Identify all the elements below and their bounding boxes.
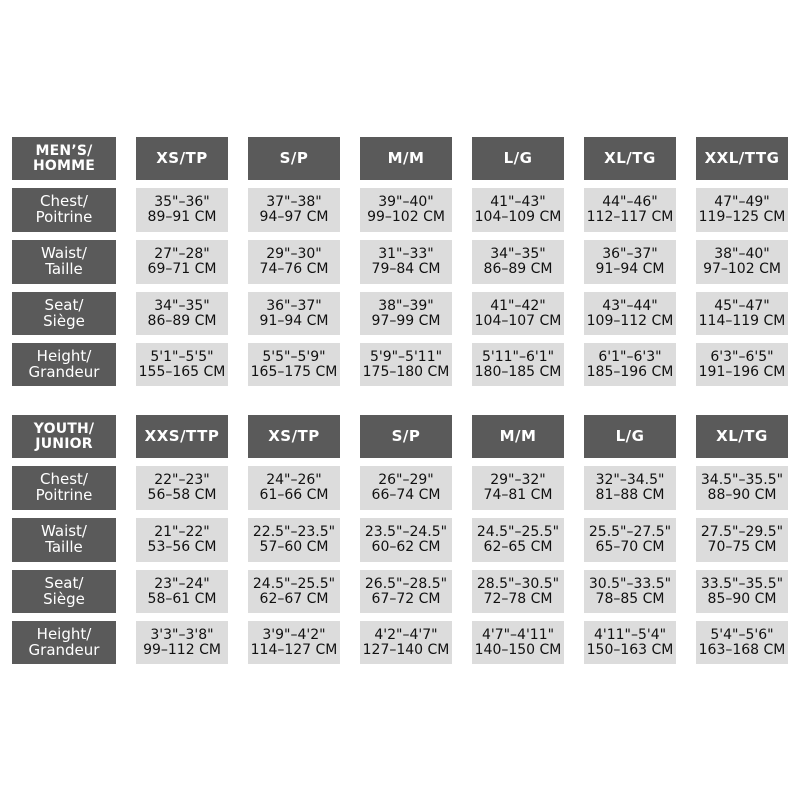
- metric-measurement: 85–90 CM: [707, 590, 777, 607]
- youth-chest-value-cell: [696, 466, 788, 510]
- men-row-label-waist-line-1: Waist/: [41, 244, 87, 263]
- metric-measurement: 67–72 CM: [371, 590, 441, 607]
- men-waist-value-cell: [360, 240, 452, 284]
- men-row-label-height: [12, 343, 116, 386]
- youth-row-label-chest-line-2: Poitrine: [35, 486, 93, 504]
- youth-row-label-height: [12, 621, 116, 664]
- men-row-label-seat: [12, 292, 116, 335]
- men-size-header-m: M/M: [360, 137, 452, 180]
- men-row-label-seat-line-2: Siège: [43, 311, 85, 330]
- men-height-value-cell: [696, 343, 788, 386]
- imperial-measurement: 3'9"–4'2": [262, 626, 326, 643]
- metric-measurement: 104–109 CM: [474, 209, 562, 225]
- youth-seat-value-cell: [584, 570, 676, 613]
- youth-row-label-waist: [12, 518, 116, 562]
- youth-height-value-cell: [136, 621, 228, 664]
- men-row-label-seat-line-1: Seat/: [44, 295, 84, 314]
- men-size-header-xxl: XXL/TTG: [696, 137, 788, 180]
- imperial-measurement: 29"–32": [490, 472, 546, 489]
- imperial-measurement: 5'5"–5'9": [262, 348, 326, 365]
- youth-row-label-height-line-1: Height/: [36, 624, 92, 643]
- youth-seat-value-cell: [248, 570, 340, 613]
- youth-size-header-xs: XS/TP: [248, 415, 340, 458]
- metric-measurement: 89–91 CM: [147, 209, 217, 225]
- men-row-label-height-line-2: Grandeur: [28, 362, 100, 381]
- metric-measurement: 74–81 CM: [483, 487, 553, 503]
- men-waist-value-cell: [136, 240, 228, 284]
- men-size-header-s: S/P: [248, 137, 340, 180]
- metric-measurement: 150–163 CM: [586, 641, 674, 658]
- imperial-measurement: 24"–26": [266, 472, 322, 489]
- imperial-measurement: 5'1"–5'5": [150, 348, 214, 365]
- youth-waist-value-cell: [584, 518, 676, 562]
- metric-measurement: 74–76 CM: [259, 261, 329, 277]
- youth-height-value-cell: [472, 621, 564, 664]
- metric-measurement: 109–112 CM: [586, 312, 674, 329]
- imperial-measurement: 22"–23": [154, 472, 210, 489]
- men-height-value-cell: [248, 343, 340, 386]
- metric-measurement: 61–66 CM: [259, 487, 329, 503]
- imperial-measurement: 4'11"–5'4": [593, 626, 667, 643]
- imperial-measurement: 45"–47": [714, 297, 770, 314]
- youth-chest-value-cell: [584, 466, 676, 510]
- imperial-measurement: 22.5"–23.5": [252, 524, 336, 541]
- youth-chest-value-cell: [136, 466, 228, 510]
- imperial-measurement: 23.5"–24.5": [364, 524, 448, 541]
- youth-row-label-waist-line-1: Waist/: [41, 522, 87, 541]
- metric-measurement: 62–65 CM: [483, 539, 553, 555]
- men-row-label-chest: [12, 188, 116, 232]
- metric-measurement: 66–74 CM: [371, 487, 441, 503]
- imperial-measurement: 24.5"–25.5": [476, 524, 560, 541]
- metric-measurement: 119–125 CM: [698, 209, 786, 225]
- men-size-header-xs: XS/TP: [136, 137, 228, 180]
- imperial-measurement: 3'3"–3'8": [150, 626, 214, 643]
- imperial-measurement: 6'3"–6'5": [710, 348, 774, 365]
- men-height-value-cell: [360, 343, 452, 386]
- youth-size-header-l: L/G: [584, 415, 676, 458]
- men-row-label-waist: [12, 240, 116, 284]
- youth-title-line-2: JUNIOR: [35, 435, 93, 452]
- imperial-measurement: 27"–28": [154, 246, 210, 263]
- youth-size-header-xl: XL/TG: [696, 415, 788, 458]
- youth-seat-value-cell: [360, 570, 452, 613]
- men-height-value-cell: [584, 343, 676, 386]
- youth-size-header-s: S/P: [360, 415, 452, 458]
- imperial-measurement: 5'9"–5'11": [369, 348, 443, 365]
- metric-measurement: 155–165 CM: [138, 363, 226, 380]
- men-size-header-l: L/G: [472, 137, 564, 180]
- metric-measurement: 78–85 CM: [595, 590, 665, 607]
- youth-height-value-cell: [248, 621, 340, 664]
- metric-measurement: 62–67 CM: [259, 590, 329, 607]
- youth-height-value-cell: [360, 621, 452, 664]
- men-seat-value-cell: [360, 292, 452, 335]
- men-chest-value-cell: [472, 188, 564, 232]
- imperial-measurement: 39"–40": [378, 194, 434, 211]
- youth-size-table: [12, 415, 788, 664]
- youth-height-value-cell: [584, 621, 676, 664]
- men-seat-value-cell: [696, 292, 788, 335]
- metric-measurement: 99–112 CM: [143, 641, 221, 658]
- imperial-measurement: 28.5"–30.5": [476, 575, 560, 592]
- metric-measurement: 65–70 CM: [595, 539, 665, 555]
- youth-chest-value-cell: [360, 466, 452, 510]
- metric-measurement: 72–78 CM: [483, 590, 553, 607]
- imperial-measurement: 30.5"–33.5": [588, 575, 672, 592]
- men-chest-value-cell: [584, 188, 676, 232]
- metric-measurement: 86–89 CM: [147, 312, 217, 329]
- imperial-measurement: 34"–35": [490, 246, 546, 263]
- imperial-measurement: 5'4"–5'6": [710, 626, 774, 643]
- imperial-measurement: 35"–36": [154, 194, 210, 211]
- imperial-measurement: 32"–34.5": [595, 472, 665, 489]
- youth-row-label-height-line-2: Grandeur: [28, 640, 100, 659]
- youth-seat-value-cell: [472, 570, 564, 613]
- imperial-measurement: 36"–37": [266, 297, 322, 314]
- men-size-header-xl: XL/TG: [584, 137, 676, 180]
- metric-measurement: 127–140 CM: [362, 641, 450, 658]
- metric-measurement: 163–168 CM: [698, 641, 786, 658]
- imperial-measurement: 21"–22": [154, 524, 210, 541]
- men-chest-value-cell: [248, 188, 340, 232]
- youth-waist-value-cell: [472, 518, 564, 562]
- imperial-measurement: 23"–24": [154, 575, 210, 592]
- metric-measurement: 104–107 CM: [474, 312, 562, 329]
- men-row-label-chest-line-2: Poitrine: [35, 208, 93, 226]
- youth-size-header-xxs: XXS/TTP: [136, 415, 228, 458]
- metric-measurement: 86–89 CM: [483, 261, 553, 277]
- men-chest-value-cell: [136, 188, 228, 232]
- youth-row-label-waist-line-2: Taille: [45, 538, 83, 556]
- men-seat-value-cell: [248, 292, 340, 335]
- metric-measurement: 114–127 CM: [250, 641, 338, 658]
- men-row-label-height-line-1: Height/: [36, 346, 92, 365]
- imperial-measurement: 29"–30": [266, 246, 322, 263]
- imperial-measurement: 6'1"–6'3": [598, 348, 662, 365]
- men-seat-value-cell: [584, 292, 676, 335]
- imperial-measurement: 38"–40": [714, 246, 770, 263]
- metric-measurement: 56–58 CM: [147, 487, 217, 503]
- metric-measurement: 175–180 CM: [362, 363, 450, 380]
- youth-seat-value-cell: [696, 570, 788, 613]
- metric-measurement: 185–196 CM: [586, 363, 674, 380]
- youth-size-header-m: M/M: [472, 415, 564, 458]
- youth-waist-value-cell: [696, 518, 788, 562]
- men-row-label-chest-line-1: Chest/: [40, 192, 88, 211]
- youth-row-label-seat-line-2: Siège: [43, 589, 85, 608]
- youth-height-value-cell: [696, 621, 788, 664]
- metric-measurement: 57–60 CM: [259, 539, 329, 555]
- metric-measurement: 58–61 CM: [147, 590, 217, 607]
- metric-measurement: 91–94 CM: [259, 312, 329, 329]
- imperial-measurement: 25.5"–27.5": [588, 524, 672, 541]
- metric-measurement: 79–84 CM: [371, 261, 441, 277]
- youth-row-label-chest-line-1: Chest/: [40, 470, 88, 489]
- youth-row-label-seat: [12, 570, 116, 613]
- imperial-measurement: 4'2"–4'7": [374, 626, 438, 643]
- men-title-line-2: HOMME: [32, 157, 96, 174]
- metric-measurement: 191–196 CM: [698, 363, 786, 380]
- imperial-measurement: 5'11"–6'1": [481, 348, 555, 365]
- men-size-table: [12, 137, 788, 386]
- men-table-title: [12, 137, 116, 180]
- metric-measurement: 94–97 CM: [259, 209, 329, 225]
- metric-measurement: 81–88 CM: [595, 487, 665, 503]
- metric-measurement: 53–56 CM: [147, 539, 217, 555]
- imperial-measurement: 33.5"–35.5": [700, 575, 784, 592]
- metric-measurement: 97–102 CM: [703, 261, 781, 277]
- youth-seat-value-cell: [136, 570, 228, 613]
- men-waist-value-cell: [248, 240, 340, 284]
- youth-chest-value-cell: [472, 466, 564, 510]
- imperial-measurement: 34.5"–35.5": [700, 472, 784, 489]
- metric-measurement: 88–90 CM: [707, 487, 777, 503]
- men-title-line-1: MEN’S/: [35, 142, 93, 159]
- men-chest-value-cell: [360, 188, 452, 232]
- men-seat-value-cell: [472, 292, 564, 335]
- imperial-measurement: 26.5"–28.5": [364, 575, 448, 592]
- metric-measurement: 112–117 CM: [586, 209, 674, 225]
- youth-waist-value-cell: [248, 518, 340, 562]
- metric-measurement: 60–62 CM: [371, 539, 441, 555]
- imperial-measurement: 24.5"–25.5": [252, 575, 336, 592]
- imperial-measurement: 27.5"–29.5": [700, 524, 784, 541]
- men-waist-value-cell: [472, 240, 564, 284]
- men-row-label-waist-line-2: Taille: [45, 260, 83, 278]
- metric-measurement: 114–119 CM: [698, 312, 786, 329]
- imperial-measurement: 4'7"–4'11": [481, 626, 555, 643]
- youth-waist-value-cell: [136, 518, 228, 562]
- metric-measurement: 70–75 CM: [707, 539, 777, 555]
- imperial-measurement: 37"–38": [266, 194, 322, 211]
- men-waist-value-cell: [696, 240, 788, 284]
- imperial-measurement: 43"–44": [602, 297, 658, 314]
- youth-row-label-seat-line-1: Seat/: [44, 573, 84, 592]
- metric-measurement: 91–94 CM: [595, 261, 665, 277]
- imperial-measurement: 34"–35": [154, 297, 210, 314]
- youth-row-label-chest: [12, 466, 116, 510]
- metric-measurement: 97–99 CM: [371, 312, 441, 329]
- imperial-measurement: 41"–42": [490, 297, 546, 314]
- men-waist-value-cell: [584, 240, 676, 284]
- metric-measurement: 180–185 CM: [474, 363, 562, 380]
- men-seat-value-cell: [136, 292, 228, 335]
- metric-measurement: 99–102 CM: [367, 209, 445, 225]
- imperial-measurement: 36"–37": [602, 246, 658, 263]
- imperial-measurement: 41"–43": [490, 194, 546, 211]
- metric-measurement: 69–71 CM: [147, 261, 217, 277]
- men-height-value-cell: [472, 343, 564, 386]
- imperial-measurement: 44"–46": [602, 194, 658, 211]
- men-chest-value-cell: [696, 188, 788, 232]
- youth-waist-value-cell: [360, 518, 452, 562]
- youth-chest-value-cell: [248, 466, 340, 510]
- imperial-measurement: 31"–33": [378, 246, 434, 263]
- imperial-measurement: 47"–49": [714, 194, 770, 211]
- youth-table-title: [12, 415, 116, 458]
- metric-measurement: 165–175 CM: [250, 363, 338, 380]
- youth-title-line-1: YOUTH/: [33, 420, 95, 437]
- metric-measurement: 140–150 CM: [474, 641, 562, 658]
- men-height-value-cell: [136, 343, 228, 386]
- imperial-measurement: 26"–29": [378, 472, 434, 489]
- imperial-measurement: 38"–39": [378, 297, 434, 314]
